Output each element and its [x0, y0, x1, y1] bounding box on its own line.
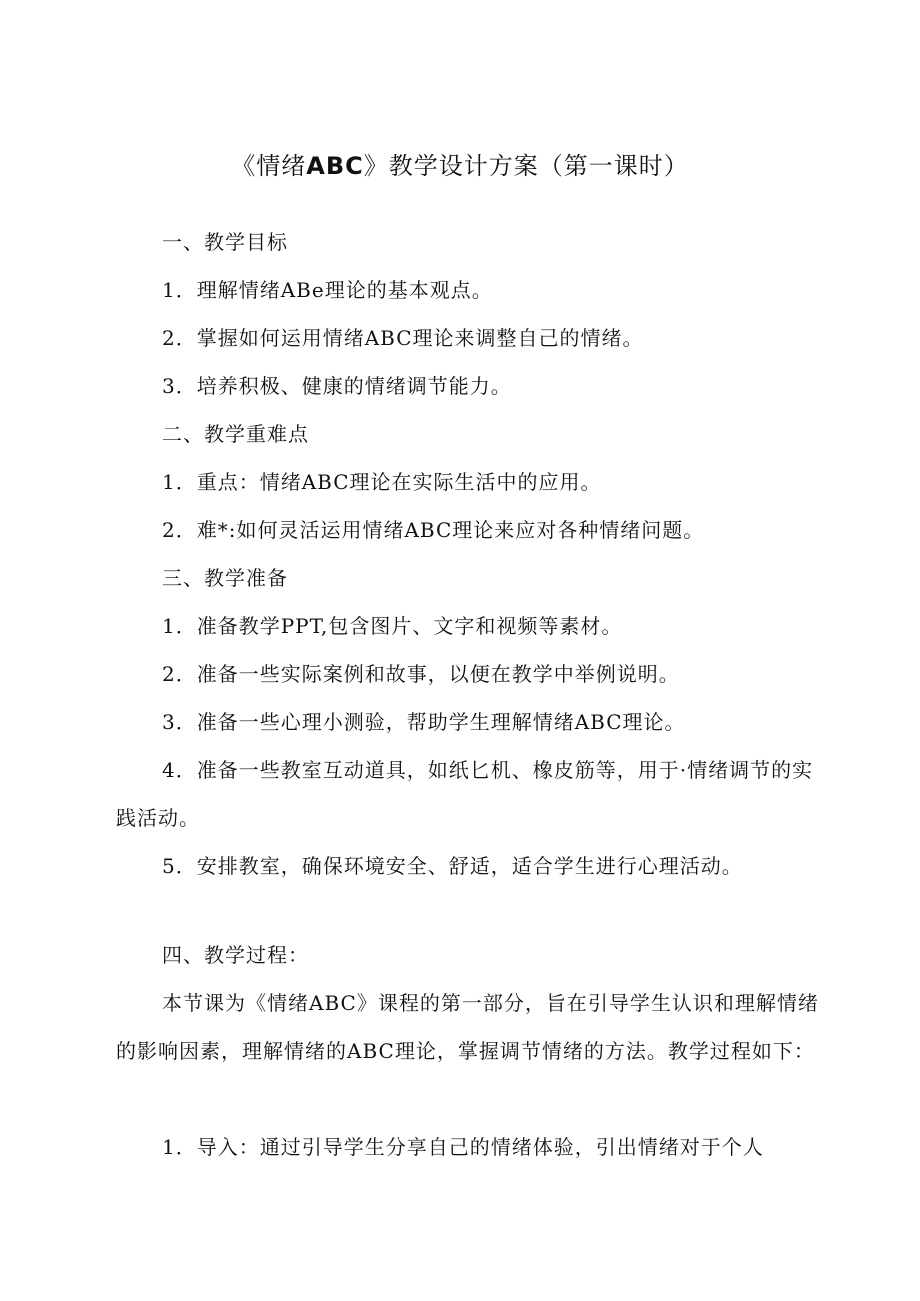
title-suffix: 》教学设计方案（第一课时） — [363, 152, 689, 180]
preparation-item-4: 4．准备一些教室互动道具，如纸匕机、橡皮筋等，用于·情绪调节的实践活动。 — [116, 758, 814, 830]
preparation-item-3: 3．准备一些心理小测验，帮助学生理解情绪ABC理论。 — [162, 710, 686, 734]
key-point-item-1: 1．重点：情绪ABC理论在实际生活中的应用。 — [162, 470, 602, 494]
section-heading-process: 四、教学过程： — [162, 943, 309, 967]
section-heading-key-points: 二、教学重难点 — [162, 422, 309, 446]
objective-item-3: 3．培养积极、健康的情绪调节能力。 — [162, 374, 512, 398]
preparation-item-2: 2．准备一些实际案例和故事，以便在教学中举例说明。 — [162, 662, 680, 686]
objective-item-1: 1．理解情绪ABe理论的基本观点。 — [162, 278, 493, 302]
section-heading-objectives: 一、教学目标 — [162, 230, 288, 254]
preparation-item-5: 5．安排教室，确保环境安全、舒适，适合学生进行心理活动。 — [162, 854, 743, 878]
process-intro-paragraph: 本节课为《情绪ABC》课程的第一部分，旨在引导学生认识和理解情绪的影响因素，理解情绪的ABC理论，掌握调节情绪的方法。教学过程如下： — [116, 991, 819, 1063]
objective-item-2: 2．掌握如何运用情绪ABC理论来调整自己的情绪。 — [162, 326, 644, 350]
process-item-1: 1．导入：通过引导学生分享自己的情绪体验，引出情绪对于个人 — [162, 1135, 764, 1159]
key-point-item-2: 2．难*:如何灵活运用情绪ABC理论来应对各种情绪问题。 — [162, 518, 705, 542]
title-abc: ABC — [306, 152, 364, 180]
preparation-item-1: 1．准备教学PPT,包含图片、文字和视频等素材。 — [162, 614, 623, 638]
section-heading-preparation: 三、教学准备 — [162, 566, 288, 590]
document-title — [0, 146, 920, 186]
title-prefix: 《情绪 — [231, 152, 307, 180]
